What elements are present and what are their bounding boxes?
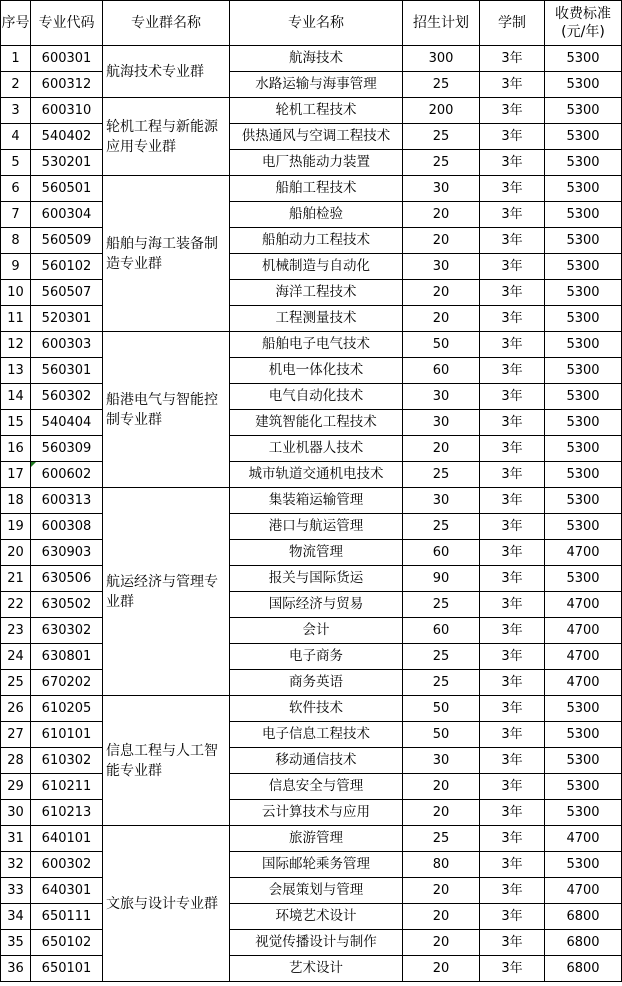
cell-years: 3年 bbox=[480, 254, 545, 280]
cell-fee: 4700 bbox=[545, 826, 622, 852]
cell-major: 报关与国际货运 bbox=[230, 566, 403, 592]
cell-code: 600602 bbox=[31, 462, 103, 488]
cell-code: 560309 bbox=[31, 436, 103, 462]
table-row bbox=[1, 202, 622, 228]
cell-plan: 20 bbox=[403, 800, 480, 826]
header-years: 学制 bbox=[480, 1, 545, 46]
cell-group: 航海技术专业群 bbox=[103, 46, 230, 98]
table-row bbox=[1, 774, 622, 800]
table-row bbox=[1, 930, 622, 956]
cell-major: 软件技术 bbox=[230, 696, 403, 722]
cell-plan: 30 bbox=[403, 176, 480, 202]
cell-fee: 5300 bbox=[545, 228, 622, 254]
cell-plan: 25 bbox=[403, 670, 480, 696]
cell-major: 商务英语 bbox=[230, 670, 403, 696]
cell-plan: 25 bbox=[403, 124, 480, 150]
cell-major: 供热通风与空调工程技术 bbox=[230, 124, 403, 150]
header-major: 专业名称 bbox=[230, 1, 403, 46]
cell-code: 610101 bbox=[31, 722, 103, 748]
cell-years: 3年 bbox=[480, 722, 545, 748]
cell-fee: 5300 bbox=[545, 124, 622, 150]
cell-code: 600301 bbox=[31, 46, 103, 72]
cell-major: 电子商务 bbox=[230, 644, 403, 670]
cell-major: 航海技术 bbox=[230, 46, 403, 72]
table-row bbox=[1, 384, 622, 410]
cell-fee: 5300 bbox=[545, 800, 622, 826]
table-row bbox=[1, 852, 622, 878]
cell-years: 3年 bbox=[480, 800, 545, 826]
cell-plan: 50 bbox=[403, 696, 480, 722]
cell-plan: 200 bbox=[403, 98, 480, 124]
cell-years: 3年 bbox=[480, 644, 545, 670]
cell-code: 630903 bbox=[31, 540, 103, 566]
table-row bbox=[1, 462, 622, 488]
cell-major: 工程测量技术 bbox=[230, 306, 403, 332]
cell-code: 630506 bbox=[31, 566, 103, 592]
cell-plan: 50 bbox=[403, 722, 480, 748]
cell-major: 电子信息工程技术 bbox=[230, 722, 403, 748]
cell-years: 3年 bbox=[480, 176, 545, 202]
cell-code: 630302 bbox=[31, 618, 103, 644]
table-row bbox=[1, 644, 622, 670]
cell-major: 城市轨道交通机电技术 bbox=[230, 462, 403, 488]
header-code: 专业代码 bbox=[31, 1, 103, 46]
cell-code: 650111 bbox=[31, 904, 103, 930]
cell-seq: 24 bbox=[1, 644, 31, 670]
table-row bbox=[1, 514, 622, 540]
table-row bbox=[1, 306, 622, 332]
header-fee: 收费标准 (元/年) bbox=[545, 1, 622, 46]
cell-plan: 60 bbox=[403, 618, 480, 644]
cell-seq: 10 bbox=[1, 280, 31, 306]
cell-code: 610211 bbox=[31, 774, 103, 800]
cell-years: 3年 bbox=[480, 540, 545, 566]
cell-fee: 4700 bbox=[545, 644, 622, 670]
cell-plan: 20 bbox=[403, 774, 480, 800]
cell-seq: 35 bbox=[1, 930, 31, 956]
cell-fee: 5300 bbox=[545, 202, 622, 228]
cell-code: 560302 bbox=[31, 384, 103, 410]
cell-seq: 19 bbox=[1, 514, 31, 540]
cell-seq: 21 bbox=[1, 566, 31, 592]
cell-fee: 4700 bbox=[545, 670, 622, 696]
table-row bbox=[1, 748, 622, 774]
cell-years: 3年 bbox=[480, 592, 545, 618]
cell-group: 文旅与设计专业群 bbox=[103, 826, 230, 982]
cell-years: 3年 bbox=[480, 618, 545, 644]
table-row bbox=[1, 254, 622, 280]
cell-major: 轮机工程技术 bbox=[230, 98, 403, 124]
cell-major: 船舶工程技术 bbox=[230, 176, 403, 202]
cell-plan: 80 bbox=[403, 852, 480, 878]
cell-code: 670202 bbox=[31, 670, 103, 696]
cell-plan: 25 bbox=[403, 592, 480, 618]
cell-seq: 26 bbox=[1, 696, 31, 722]
cell-years: 3年 bbox=[480, 124, 545, 150]
cell-years: 3年 bbox=[480, 228, 545, 254]
cell-plan: 25 bbox=[403, 462, 480, 488]
cell-plan: 20 bbox=[403, 930, 480, 956]
table-row bbox=[1, 566, 622, 592]
cell-major: 机电一体化技术 bbox=[230, 358, 403, 384]
cell-code: 560507 bbox=[31, 280, 103, 306]
cell-seq: 15 bbox=[1, 410, 31, 436]
cell-group: 信息工程与人工智能专业群 bbox=[103, 696, 230, 826]
cell-fee: 5300 bbox=[545, 488, 622, 514]
cell-fee: 5300 bbox=[545, 436, 622, 462]
cell-seq: 11 bbox=[1, 306, 31, 332]
cell-fee: 5300 bbox=[545, 384, 622, 410]
cell-major: 工业机器人技术 bbox=[230, 436, 403, 462]
cell-seq: 36 bbox=[1, 956, 31, 982]
cell-seq: 28 bbox=[1, 748, 31, 774]
cell-years: 3年 bbox=[480, 384, 545, 410]
table-row bbox=[1, 592, 622, 618]
cell-years: 3年 bbox=[480, 332, 545, 358]
cell-plan: 20 bbox=[403, 904, 480, 930]
cell-plan: 20 bbox=[403, 228, 480, 254]
cell-fee: 5300 bbox=[545, 852, 622, 878]
cell-major: 物流管理 bbox=[230, 540, 403, 566]
table-row bbox=[1, 124, 622, 150]
cell-code: 610213 bbox=[31, 800, 103, 826]
cell-major: 海洋工程技术 bbox=[230, 280, 403, 306]
table-body bbox=[1, 46, 622, 982]
cell-code: 560102 bbox=[31, 254, 103, 280]
cell-seq: 27 bbox=[1, 722, 31, 748]
cell-major: 电气自动化技术 bbox=[230, 384, 403, 410]
cell-code: 600310 bbox=[31, 98, 103, 124]
cell-major: 机械制造与自动化 bbox=[230, 254, 403, 280]
cell-years: 3年 bbox=[480, 956, 545, 982]
cell-years: 3年 bbox=[480, 670, 545, 696]
cell-major: 环境艺术设计 bbox=[230, 904, 403, 930]
cell-major: 会展策划与管理 bbox=[230, 878, 403, 904]
cell-seq: 3 bbox=[1, 98, 31, 124]
cell-major: 视觉传播设计与制作 bbox=[230, 930, 403, 956]
cell-years: 3年 bbox=[480, 488, 545, 514]
cell-years: 3年 bbox=[480, 748, 545, 774]
cell-major: 船舶动力工程技术 bbox=[230, 228, 403, 254]
cell-code: 530201 bbox=[31, 150, 103, 176]
cell-plan: 25 bbox=[403, 826, 480, 852]
table-row bbox=[1, 540, 622, 566]
cell-fee: 4700 bbox=[545, 878, 622, 904]
cell-code: 600302 bbox=[31, 852, 103, 878]
cell-code: 630502 bbox=[31, 592, 103, 618]
cell-plan: 30 bbox=[403, 488, 480, 514]
cell-major: 建筑智能化工程技术 bbox=[230, 410, 403, 436]
cell-years: 3年 bbox=[480, 98, 545, 124]
cell-fee: 4700 bbox=[545, 592, 622, 618]
cell-code: 600304 bbox=[31, 202, 103, 228]
cell-plan: 20 bbox=[403, 878, 480, 904]
cell-code: 540402 bbox=[31, 124, 103, 150]
table-row bbox=[1, 904, 622, 930]
cell-plan: 60 bbox=[403, 358, 480, 384]
table-row bbox=[1, 280, 622, 306]
cell-plan: 20 bbox=[403, 280, 480, 306]
cell-fee: 5300 bbox=[545, 150, 622, 176]
cell-code: 650102 bbox=[31, 930, 103, 956]
cell-fee: 5300 bbox=[545, 514, 622, 540]
cell-code: 610205 bbox=[31, 696, 103, 722]
cell-plan: 25 bbox=[403, 514, 480, 540]
cell-years: 3年 bbox=[480, 46, 545, 72]
cell-seq: 6 bbox=[1, 176, 31, 202]
cell-code: 630801 bbox=[31, 644, 103, 670]
cell-major: 云计算技术与应用 bbox=[230, 800, 403, 826]
cell-seq: 4 bbox=[1, 124, 31, 150]
cell-seq: 25 bbox=[1, 670, 31, 696]
header-group: 专业群名称 bbox=[103, 1, 230, 46]
cell-seq: 34 bbox=[1, 904, 31, 930]
cell-plan: 20 bbox=[403, 202, 480, 228]
cell-years: 3年 bbox=[480, 462, 545, 488]
cell-seq: 32 bbox=[1, 852, 31, 878]
cell-fee: 5300 bbox=[545, 176, 622, 202]
table-row bbox=[1, 800, 622, 826]
table-row bbox=[1, 358, 622, 384]
cell-fee: 5300 bbox=[545, 410, 622, 436]
cell-major: 集装箱运输管理 bbox=[230, 488, 403, 514]
cell-years: 3年 bbox=[480, 904, 545, 930]
cell-plan: 50 bbox=[403, 332, 480, 358]
cell-years: 3年 bbox=[480, 852, 545, 878]
cell-years: 3年 bbox=[480, 202, 545, 228]
cell-code: 600312 bbox=[31, 72, 103, 98]
table-row bbox=[1, 722, 622, 748]
cell-fee: 4700 bbox=[545, 540, 622, 566]
cell-plan: 90 bbox=[403, 566, 480, 592]
cell-seq: 1 bbox=[1, 46, 31, 72]
cell-group: 轮机工程与新能源应用专业群 bbox=[103, 98, 230, 176]
cell-seq: 14 bbox=[1, 384, 31, 410]
cell-plan: 30 bbox=[403, 254, 480, 280]
cell-seq: 7 bbox=[1, 202, 31, 228]
cell-fee: 5300 bbox=[545, 748, 622, 774]
cell-fee: 5300 bbox=[545, 280, 622, 306]
cell-fee: 5300 bbox=[545, 696, 622, 722]
table-row bbox=[1, 618, 622, 644]
header-row bbox=[1, 1, 622, 46]
cell-fee: 5300 bbox=[545, 98, 622, 124]
cell-years: 3年 bbox=[480, 358, 545, 384]
cell-fee: 6800 bbox=[545, 904, 622, 930]
cell-seq: 8 bbox=[1, 228, 31, 254]
table-row bbox=[1, 176, 622, 202]
table-row bbox=[1, 150, 622, 176]
cell-seq: 22 bbox=[1, 592, 31, 618]
cell-fee: 5300 bbox=[545, 254, 622, 280]
cell-seq: 29 bbox=[1, 774, 31, 800]
cell-major: 国际邮轮乘务管理 bbox=[230, 852, 403, 878]
cell-seq: 18 bbox=[1, 488, 31, 514]
table-row bbox=[1, 72, 622, 98]
cell-fee: 5300 bbox=[545, 462, 622, 488]
cell-seq: 13 bbox=[1, 358, 31, 384]
cell-fee: 5300 bbox=[545, 306, 622, 332]
cell-years: 3年 bbox=[480, 696, 545, 722]
cell-plan: 20 bbox=[403, 436, 480, 462]
header-plan: 招生计划 bbox=[403, 1, 480, 46]
cell-seq: 2 bbox=[1, 72, 31, 98]
cell-code: 650101 bbox=[31, 956, 103, 982]
cell-code: 610302 bbox=[31, 748, 103, 774]
cell-seq: 30 bbox=[1, 800, 31, 826]
cell-code: 560509 bbox=[31, 228, 103, 254]
table-row bbox=[1, 332, 622, 358]
table-row bbox=[1, 878, 622, 904]
cell-group: 航运经济与管理专业群 bbox=[103, 488, 230, 696]
cell-fee: 6800 bbox=[545, 956, 622, 982]
table-row bbox=[1, 956, 622, 982]
cell-seq: 12 bbox=[1, 332, 31, 358]
cell-fee: 5300 bbox=[545, 332, 622, 358]
cell-code: 540404 bbox=[31, 410, 103, 436]
cell-fee: 5300 bbox=[545, 72, 622, 98]
cell-plan: 25 bbox=[403, 72, 480, 98]
table-row bbox=[1, 436, 622, 462]
cell-major: 电厂热能动力装置 bbox=[230, 150, 403, 176]
cell-years: 3年 bbox=[480, 280, 545, 306]
table-row bbox=[1, 228, 622, 254]
cell-fee: 5300 bbox=[545, 774, 622, 800]
header-seq: 序号 bbox=[1, 1, 31, 46]
cell-major: 船舶检验 bbox=[230, 202, 403, 228]
cell-years: 3年 bbox=[480, 436, 545, 462]
cell-plan: 20 bbox=[403, 306, 480, 332]
cell-code: 640101 bbox=[31, 826, 103, 852]
cell-plan: 30 bbox=[403, 410, 480, 436]
cell-years: 3年 bbox=[480, 514, 545, 540]
table-row bbox=[1, 46, 622, 72]
cell-seq: 31 bbox=[1, 826, 31, 852]
table-row bbox=[1, 410, 622, 436]
cell-code: 520301 bbox=[31, 306, 103, 332]
cell-code: 560301 bbox=[31, 358, 103, 384]
cell-years: 3年 bbox=[480, 566, 545, 592]
table-row bbox=[1, 98, 622, 124]
cell-years: 3年 bbox=[480, 150, 545, 176]
cell-fee: 4700 bbox=[545, 618, 622, 644]
cell-years: 3年 bbox=[480, 930, 545, 956]
cell-major: 艺术设计 bbox=[230, 956, 403, 982]
cell-years: 3年 bbox=[480, 410, 545, 436]
cell-seq: 17 bbox=[1, 462, 31, 488]
cell-years: 3年 bbox=[480, 878, 545, 904]
cell-code: 560501 bbox=[31, 176, 103, 202]
cell-seq: 20 bbox=[1, 540, 31, 566]
cell-code: 600313 bbox=[31, 488, 103, 514]
cell-major: 移动通信技术 bbox=[230, 748, 403, 774]
cell-years: 3年 bbox=[480, 72, 545, 98]
cell-plan: 20 bbox=[403, 956, 480, 982]
cell-fee: 5300 bbox=[545, 566, 622, 592]
cell-plan: 25 bbox=[403, 644, 480, 670]
table-row bbox=[1, 826, 622, 852]
cell-major: 会计 bbox=[230, 618, 403, 644]
cell-years: 3年 bbox=[480, 306, 545, 332]
cell-years: 3年 bbox=[480, 826, 545, 852]
cell-fee: 5300 bbox=[545, 722, 622, 748]
cell-major: 旅游管理 bbox=[230, 826, 403, 852]
table-row bbox=[1, 488, 622, 514]
cell-code: 600303 bbox=[31, 332, 103, 358]
cell-major: 信息安全与管理 bbox=[230, 774, 403, 800]
cell-major: 港口与航运管理 bbox=[230, 514, 403, 540]
cell-seq: 23 bbox=[1, 618, 31, 644]
cell-plan: 30 bbox=[403, 748, 480, 774]
cell-seq: 5 bbox=[1, 150, 31, 176]
cell-fee: 5300 bbox=[545, 46, 622, 72]
cell-plan: 300 bbox=[403, 46, 480, 72]
table-row bbox=[1, 670, 622, 696]
cell-years: 3年 bbox=[480, 774, 545, 800]
cell-plan: 60 bbox=[403, 540, 480, 566]
cell-major: 船舶电子电气技术 bbox=[230, 332, 403, 358]
cell-group: 船舶与海工装备制造专业群 bbox=[103, 176, 230, 332]
cell-seq: 9 bbox=[1, 254, 31, 280]
cell-fee: 6800 bbox=[545, 930, 622, 956]
cell-plan: 30 bbox=[403, 384, 480, 410]
cell-code: 640301 bbox=[31, 878, 103, 904]
cell-major: 水路运输与海事管理 bbox=[230, 72, 403, 98]
cell-group: 船港电气与智能控制专业群 bbox=[103, 332, 230, 488]
cell-seq: 33 bbox=[1, 878, 31, 904]
cell-seq: 16 bbox=[1, 436, 31, 462]
cell-major: 国际经济与贸易 bbox=[230, 592, 403, 618]
cell-fee: 5300 bbox=[545, 358, 622, 384]
cell-plan: 25 bbox=[403, 150, 480, 176]
table-row bbox=[1, 696, 622, 722]
cell-code: 600308 bbox=[31, 514, 103, 540]
